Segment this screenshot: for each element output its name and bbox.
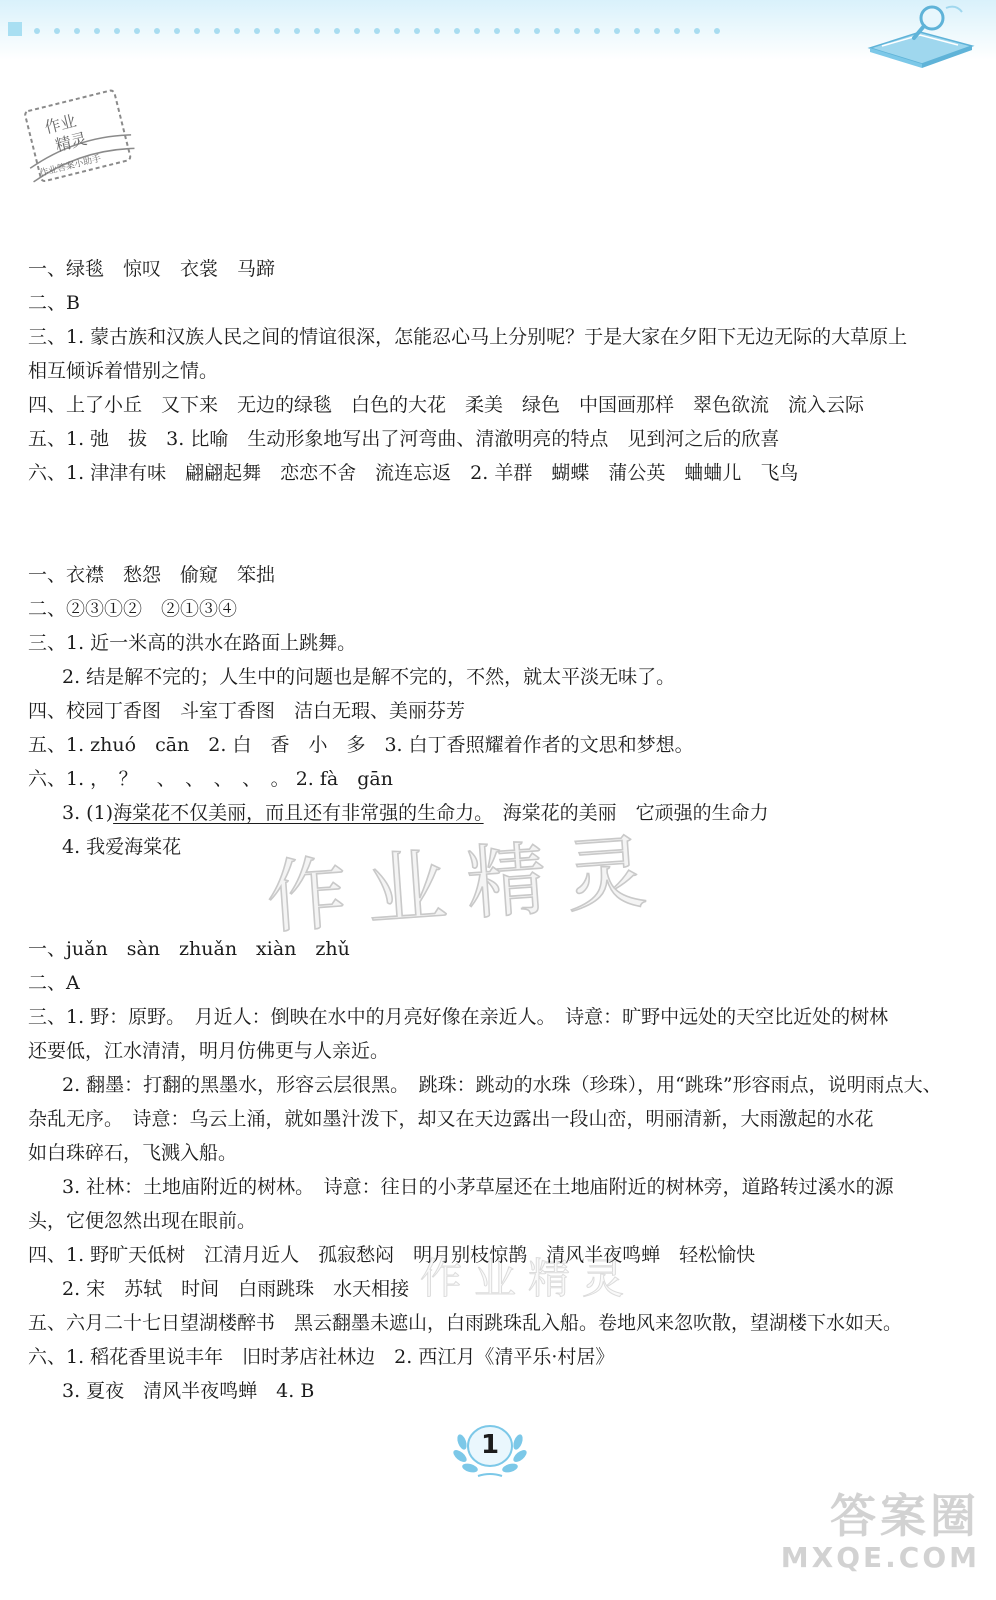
answer-line: 二、A <box>28 972 80 994</box>
answer-line: 3. 社林：土地庙附近的树林。 诗意：往日的小茅草屋还在土地庙附近的树林旁，道路转过溪水的源 <box>62 1176 894 1198</box>
answer-line: 2. 翻墨：打翻的黑墨水，形容云层很黑。 跳珠：跳动的水珠（珍珠），用“跳珠”形容雨点，说明雨点大、 <box>62 1074 942 1096</box>
site-logo-big: 答案圈 <box>830 1489 980 1543</box>
corner-square-decoration <box>8 22 22 36</box>
homework-stamp-logo <box>18 86 136 188</box>
answer-line: 三、1. 蒙古族和汉族人民之间的情谊很深，怎能忍心马上分别呢？于是大家在夕阳下无边无际的大草原上 <box>28 326 908 348</box>
answer-line <box>28 796 968 830</box>
site-logo-small: MXQE.COM <box>780 1541 980 1574</box>
answer-line: 六、1. 津津有味 翩翩起舞 恋恋不舍 流连忘返 2. 羊群 蝴蝶 蒲公英 蛐蛐儿 飞鸟 <box>28 462 799 484</box>
answer-section-1 <box>28 252 968 490</box>
answer-line: 一、衣襟 愁怨 偷窥 笨拙 <box>28 564 276 586</box>
svg-text:作业: 作业 <box>42 111 79 138</box>
answer-line: 4. 我爱海棠花 <box>62 836 182 858</box>
answer-line: 五、1. 弛 拔 3. 比喻 生动形象地写出了河弯曲、清澈明亮的特点 见到河之后的欣喜 <box>28 428 780 450</box>
answer-line: 杂乱无序。 诗意：乌云上涌，就如墨汁泼下，却又在天边露出一段山峦，明丽清新，大雨激起的水花 <box>28 1108 874 1130</box>
answer-line: 三、1. 近一米高的洪水在路面上跳舞。 <box>28 632 357 654</box>
watermark-text: 作业精灵 <box>263 824 670 945</box>
dotted-line-decoration <box>32 26 732 36</box>
answer-line: 四、1. 野旷天低树 江清月近人 孤寂愁闷 明月别枝惊鹊 清风半夜鸣蝉 轻松愉快 <box>28 1244 756 1266</box>
answer-line: 相互倾诉着惜别之情。 <box>28 360 219 382</box>
answer-line: 2. 宋 苏轼 时间 白雨跳珠 水天相接 <box>62 1278 410 1300</box>
answer-line: 还要低，江水清清，明月仿佛更与人亲近。 <box>28 1040 390 1062</box>
answer-line: 五、六月二十七日望湖楼醉书 黑云翻墨未遮山，白雨跳珠乱入船。卷地风来忽吹散，望湖楼下水如天。 <box>28 1312 903 1334</box>
answer-line: 2. 结是解不完的；人生中的问题也是解不完的，不然，就太平淡无味了。 <box>62 666 676 688</box>
book-magnifier-icon <box>862 2 982 68</box>
answer-line: 六、1. 稻花香里说丰年 旧时茅店社林边 2. 西江月《清平乐·村居》 <box>28 1346 615 1368</box>
underlined-answer: 海棠花不仅美丽，而且还有非常强的生命力。 <box>113 802 484 824</box>
page-number: 1 <box>480 1430 500 1460</box>
answer-line: 一、绿毯 惊叹 衣裳 马蹄 <box>28 258 276 280</box>
answer-line: 二、②③①② ②①③④ <box>28 598 238 620</box>
answer-line: 二、B <box>28 292 80 314</box>
answer-line: 一、juǎn sàn zhuǎn xiàn zhǔ <box>28 938 350 960</box>
answer-section-2 <box>28 558 968 864</box>
answer-line-prefix: 3. (1) <box>62 802 114 824</box>
answer-line: 五、1. zhuó cān 2. 白 香 小 多 3. 白丁香照耀着作者的文思和梦想。 <box>28 734 694 756</box>
watermark-text-small: 作业精灵 <box>420 1254 637 1303</box>
answer-line: 三、1. 野：原野。 月近人：倒映在水中的月亮好像在亲近人。 诗意：旷野中远处的天空比近处的树林 <box>28 1006 889 1028</box>
answer-line: 六、1. ， ？ 、 、 、 、 。 2. fà gān <box>28 768 393 790</box>
answer-line: 头，它便忽然出现在眼前。 <box>28 1210 257 1232</box>
page-number-badge <box>448 1422 532 1482</box>
answer-line: 3. 夏夜 清风半夜鸣蝉 4. B <box>62 1380 315 1402</box>
answer-line: 四、上了小丘 又下来 无边的绿毯 白色的大花 柔美 绿色 中国画那样 翠色欲流 流入云际 <box>28 394 865 416</box>
answer-line-suffix: 海棠花的美丽 它顽强的生命力 <box>483 802 769 824</box>
site-logo-watermark <box>780 1490 980 1586</box>
svg-text:精灵: 精灵 <box>53 128 89 156</box>
answer-line: 四、校园丁香图 斗室丁香图 洁白无瑕、美丽芬芳 <box>28 700 466 722</box>
answer-section-3 <box>28 932 968 1408</box>
svg-text:作业答案小助手: 作业答案小助手 <box>38 153 103 179</box>
answer-line: 如白珠碎石，飞溅入船。 <box>28 1142 238 1164</box>
